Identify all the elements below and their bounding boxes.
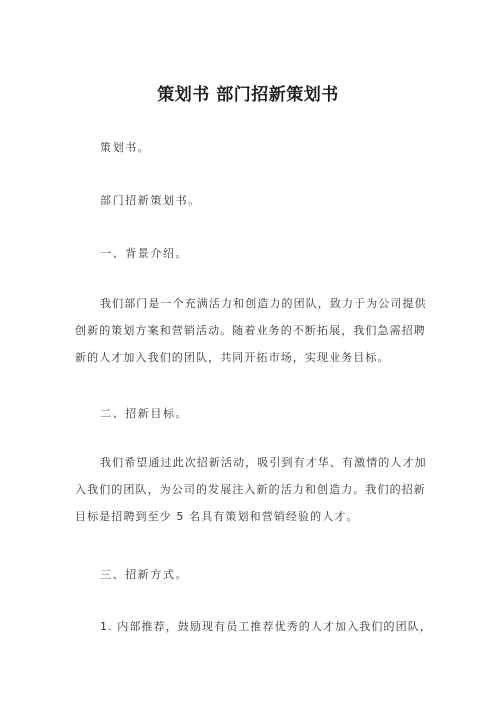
heading-plan: 策划书。 xyxy=(100,141,151,154)
section-heading-background: 一、背景介绍。 xyxy=(100,247,189,260)
heading-recruitment-plan: 部门招新策划书。 xyxy=(100,194,201,207)
paragraph-line: 我们部门是一个充满活力和创造力的团队，致力于为公司提供 xyxy=(100,297,427,310)
list-item-internal-referral: 1. 内部推荐，鼓励现有员工推荐优秀的人才加入我们的团队， xyxy=(100,620,432,633)
paragraph-line: 我们希望通过此次招新活动，吸引到有才华、有激情的人才加 xyxy=(100,456,427,469)
paragraph-line: 入我们的团队，为公司的发展注入新的活力和创造力。我们的招新 xyxy=(75,483,426,496)
paragraph-line: 目标是招聘到至少 5 名具有策划和营销经验的人才。 xyxy=(75,510,359,523)
paragraph-background xyxy=(75,290,427,371)
section-heading-methods: 三、招新方式。 xyxy=(100,568,189,581)
paragraph-goals xyxy=(75,449,427,530)
section-heading-goals: 二、招新目标。 xyxy=(100,407,189,420)
paragraph-line: 创新的策划方案和营销活动。随着业务的不断拓展，我们急需招聘 xyxy=(75,324,426,337)
document-title: 策划书 部门招新策划书 xyxy=(157,85,339,105)
paragraph-line: 新的人才加入我们的团队，共同开拓市场，实现业务目标。 xyxy=(75,351,390,364)
